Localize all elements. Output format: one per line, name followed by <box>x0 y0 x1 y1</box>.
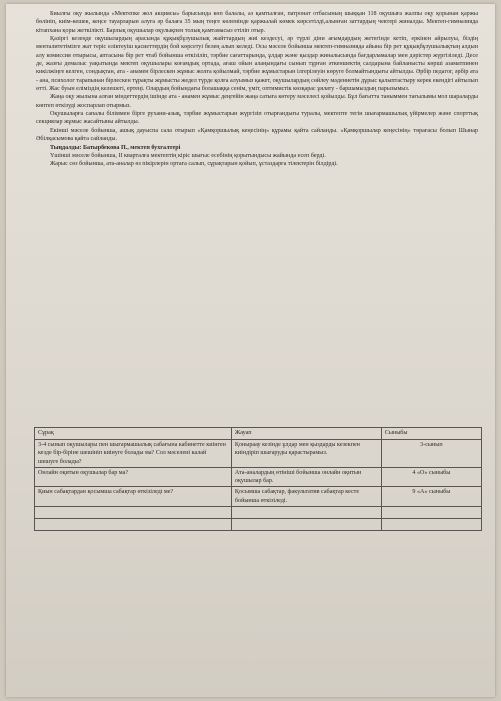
table-row <box>35 467 482 487</box>
class-cell: 3-сынып <box>381 440 481 468</box>
table-row-empty <box>35 507 482 519</box>
header-answer: Жауап <box>231 428 381 440</box>
paragraph: Екінші мәселе бойынша, ашық дауыспа сала отырып «Қамқоршылық кеңесінің» құрамы қайта сайланды. «Қамқоршылар кеңесінің» төрағасы болып Шынар Әбілқасымова қайта сайланды. <box>36 127 478 143</box>
question-cell: Онлайн оқитын оқушылар бар ма? <box>35 467 232 487</box>
answer-cell <box>231 519 381 531</box>
paragraph: Жарыс сөз бойынша, ата-аналар өз пікірлерін ортаға салып, сұрақтарын қойып, ұстаздарға тілектерін білдірді. <box>50 161 338 168</box>
paragraph: Биылғы оқу жылында «Мектепке жол акциясы» барысында көп балалы, аз қамтылған, патронат отбасының шыққан 118 оқушыға жалпы оқу қорынан қаржы бөлініп, киім-кешек, кеңсе тауарларын алуға әр балаға 35 мың теңге көлемінде қаржылай көмек көрсетілді,алынған заттардың чектері жиналды. Мектеп-гимназияда кітапхана қоры жеткілікті. Барлық оқушылар оқулықпен толық қамтамасыз етіліп отыр. <box>36 11 478 34</box>
answer-cell: Қоныраау кезінде ұлдар мен қыздарды кезекпен киіндіріп шығаруды қарастырамыз. <box>231 440 381 468</box>
heard-heading: Тыңдалды: Батырбекова П., мектеп бухгалтері <box>50 144 181 151</box>
paragraph: Үшінші мәселе бойынша, ІІ кварталға мектептің кіріс шығыс есебінің қорытындысы жайында есеп берді. <box>50 152 326 159</box>
class-cell <box>381 507 481 519</box>
table-row-empty <box>35 519 482 531</box>
paragraph: Оқушыларға сапалы біліммен бірге рухани-азық, тәрбие жұмыстарын жүргізіп отырғандығы туралы, мектепте тегін шығармашылық үйірмелер және спорттық секциялар жұмыс жасайтыны айтылды. <box>36 111 478 126</box>
answer-cell: Ата-аналардың өтініші бойынша онлайн оқитын оқушылар бар. <box>231 467 381 487</box>
qa-table <box>34 427 482 531</box>
question-cell <box>35 507 232 519</box>
document-page <box>6 4 495 697</box>
question-cell: 3-4 сынып оқушылары пен шығармашылық сабағына кабинетте киінген кезде бір-біріне шешініп киінуге болады ма? Сол мәселені калай шешуге болады? <box>35 440 232 468</box>
table-header-row <box>35 428 482 440</box>
class-cell: 4 «О» сыныбы <box>381 467 481 487</box>
answer-cell <box>231 507 381 519</box>
answer-cell: Қосымша сабақтар, факультатив сабақтар кесте бойынша өткізіледі. <box>231 487 381 507</box>
question-cell: Қиын сабақтардан қосымша сабақтар өткізіледі ме? <box>35 487 232 507</box>
paragraph: Қазіргі кезеңде оқушылардың арасында құқықбұзушылық жайттардың жиі кездесуі, әр түрлі діни ағымдардың жетегінде кетіп, еркінен айрылуы, біздің менталитетімізге жат теріс еліктеуіш қасиеттердің бой көрсетуі белең алып келеді. Осы мәселе бойынша мектеп-гимназияда айына бір рет құқықбұзушылықтың алдын алу комиссия отырысы, аптасына бір рет чтаб бойынша өткізіліп, тәрбие сағаттарында, ұлдар және қыздар жиналысында бағдарламалар мен дәрістер жүргізіледі. Десе де, жазғы демалыс уақытында мектеп оқушылары коғамдық ортада, ағаш ойын алаңындағы сынып тұрған әткеншектің салдарына байланысты көршi азаматпинен кикілжіңге келген, сондықтан, ата - анамен бірлескен жұмыс жолға қойылмай, тәрбие жұмыстарын ілгерілеуін көруге болмайтындығы айтылды. Әрбір педагог, әрбір ата - ана, психолог тарапынан бірлескен тұрақты жұмысты жедел түрде қолға алуымыз қажет, оқушылардың сөйлеу мәдениетін дұрыс қалыптастыру керек екендігі айтылып өтті. Жас буын еліміздің келешегі, ертеңі. Олардың бойындағы болашаққа сенім, үміт, оптимистік көзқарас ұялату - баршамыздың парызымыз. <box>36 36 478 93</box>
header-class: Сыныбы <box>381 428 481 440</box>
document-body <box>36 10 478 169</box>
class-cell <box>381 519 481 531</box>
class-cell: 9 «А» сыныбы <box>381 487 481 507</box>
table-row <box>35 440 482 468</box>
paragraph: Жаңа оқу жылына алған міндеттердің ішінде ата - анамен жұмыс деңгейін жаңа сатыға көтеру мәселесі қойылды. Бұл бағытта таныммен тағылымы мол шараларды көптеп өткізуді жоспарлап отырмыз. <box>36 94 479 109</box>
table-row <box>35 487 482 507</box>
header-question: Сұрақ <box>35 428 232 440</box>
question-cell <box>35 519 232 531</box>
